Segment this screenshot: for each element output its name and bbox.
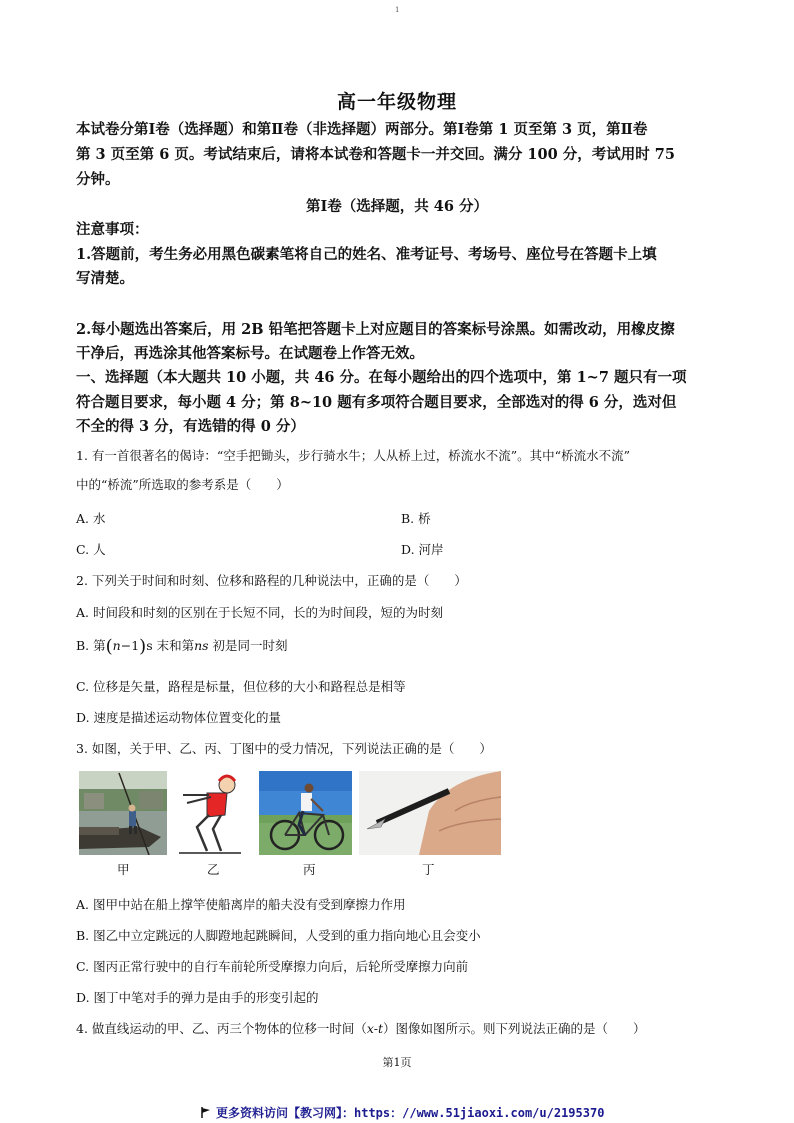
q3-option-b: B. 图乙中立定跳远的人脚蹬地起跳瞬间，人受到的重力指向地心且会变小: [76, 928, 481, 943]
part1-line-1: 一、选择题（本大题共 10 小题，共 46 分。在每小题给出的四个选项中，第 1~7 题只有一项: [76, 369, 687, 386]
intro-line-3: 分钟。: [76, 171, 120, 188]
notice-2-line-2: 干净后，再选涂其他答案标号。在试题卷上作答无效。: [76, 345, 424, 362]
flag-icon: [201, 1107, 211, 1118]
q2-option-b-paren-right: ): [139, 636, 147, 657]
figure-bing-cyclist: [259, 771, 352, 855]
figure-caption-jia: 甲: [117, 862, 130, 877]
notice-1-line-1: 1.答题前，考生务必用黑色碳素笔将自己的姓名、准考证号、考场号、座位号在答题卡上填: [76, 246, 657, 263]
q4-stem: [76, 1019, 646, 1037]
part1-line-3: 不全的得 3 分，有选错的得 0 分）: [76, 418, 305, 435]
q2-option-b-n: n: [112, 638, 121, 653]
q2-option-d: D. 速度是描述运动物体位置变化的量: [76, 710, 282, 725]
notice-title: 注意事项：: [76, 221, 149, 238]
figure-jia-boatman: [79, 771, 167, 855]
page-top-mark: 1: [395, 6, 400, 14]
q4-stem-xt: x-t: [366, 1021, 383, 1036]
notice-2-line-1: 2.每小题选出答案后，用 2B 铅笔把答题卡上对应题目的答案标号涂黑。如需改动，用橡皮擦: [76, 321, 675, 338]
q2-option-b-suffix: 初是同一时刻: [208, 638, 288, 653]
q2-option-b-middle: s 末和第: [146, 638, 195, 653]
q1-stem-line-1: 1. 有一首很著名的偈诗：“空手把锄头，步行骑水牛；人从桥上过，桥流水不流”。其中“桥流水不流”: [76, 448, 630, 463]
section-heading: 第Ⅰ卷（选择题，共 46 分）: [305, 198, 489, 215]
q3-option-d: D. 图丁中笔对手的弹力是由手的形变引起的: [76, 990, 319, 1005]
q4-stem-prefix: 4. 做直线运动的甲、乙、丙三个物体的位移一时间（: [76, 1021, 367, 1036]
q4-stem-suffix: ）图像如图所示。则下列说法正确的是（ ）: [382, 1021, 646, 1036]
q1-option-a: A. 水: [76, 511, 106, 526]
figure-caption-ding: 丁: [422, 862, 435, 877]
notice-1-line-2: 写清楚。: [76, 270, 134, 287]
figure-caption-bing: 丙: [303, 862, 316, 877]
q2-option-b-paren-left: (: [105, 636, 113, 657]
q1-option-c: C. 人: [76, 542, 106, 557]
footer-text[interactable]: 更多资料访问【教习网】：https：//www.51jiaoxi.com/u/2195370: [216, 1106, 605, 1120]
q2-option-b-prefix: B. 第: [76, 638, 106, 653]
q2-option-b-minus-one: −1: [120, 638, 140, 653]
figure-ding-pen-hand: [359, 771, 501, 855]
q2-option-b-ns: ns: [194, 638, 209, 653]
q3-option-c: C. 图丙正常行驶中的自行车前轮所受摩擦力向后，后轮所受摩擦力向前: [76, 959, 469, 974]
page-number: 第1页: [382, 1056, 412, 1069]
page-title: 高一年级物理: [336, 91, 457, 113]
figure-yi-long-jumper: [177, 771, 243, 855]
q3-option-a: A. 图甲中站在船上撑竿使船离岸的船夫没有受到摩擦力作用: [76, 897, 406, 912]
q2-option-a: A. 时间段和时刻的区别在于长短不同，长的为时间段，短的为时刻: [76, 605, 443, 620]
q2-option-b: [76, 636, 288, 657]
intro-line-1: 本试卷分第Ⅰ卷（选择题）和第Ⅱ卷（非选择题）两部分。第Ⅰ卷第 1 页至第 3 页，第Ⅱ卷: [76, 121, 648, 138]
q1-stem-line-2: 中的“桥流”所选取的参考系是（ ）: [76, 477, 289, 492]
intro-line-2: 第 3 页至第 6 页。考试结束后，请将本试卷和答题卡一并交回。满分 100 分，考试用时 75: [76, 146, 675, 163]
q2-stem: 2. 下列关于时间和时刻、位移和路程的几种说法中，正确的是（ ）: [76, 573, 467, 588]
part1-line-2: 符合题目要求，每小题 4 分；第 8~10 题有多项符合题目要求，全部选对的得 6 分，选对但: [76, 394, 677, 411]
q1-option-d: D. 河岸: [401, 542, 444, 557]
figure-caption-yi: 乙: [207, 862, 220, 877]
footer-link[interactable]: [201, 1104, 604, 1121]
q3-stem: 3. 如图，关于甲、乙、丙、丁图中的受力情况，下列说法正确的是（ ）: [76, 741, 492, 756]
q2-option-c: C. 位移是矢量，路程是标量，但位移的大小和路程总是相等: [76, 679, 406, 694]
q1-option-b: B. 桥: [401, 511, 431, 526]
